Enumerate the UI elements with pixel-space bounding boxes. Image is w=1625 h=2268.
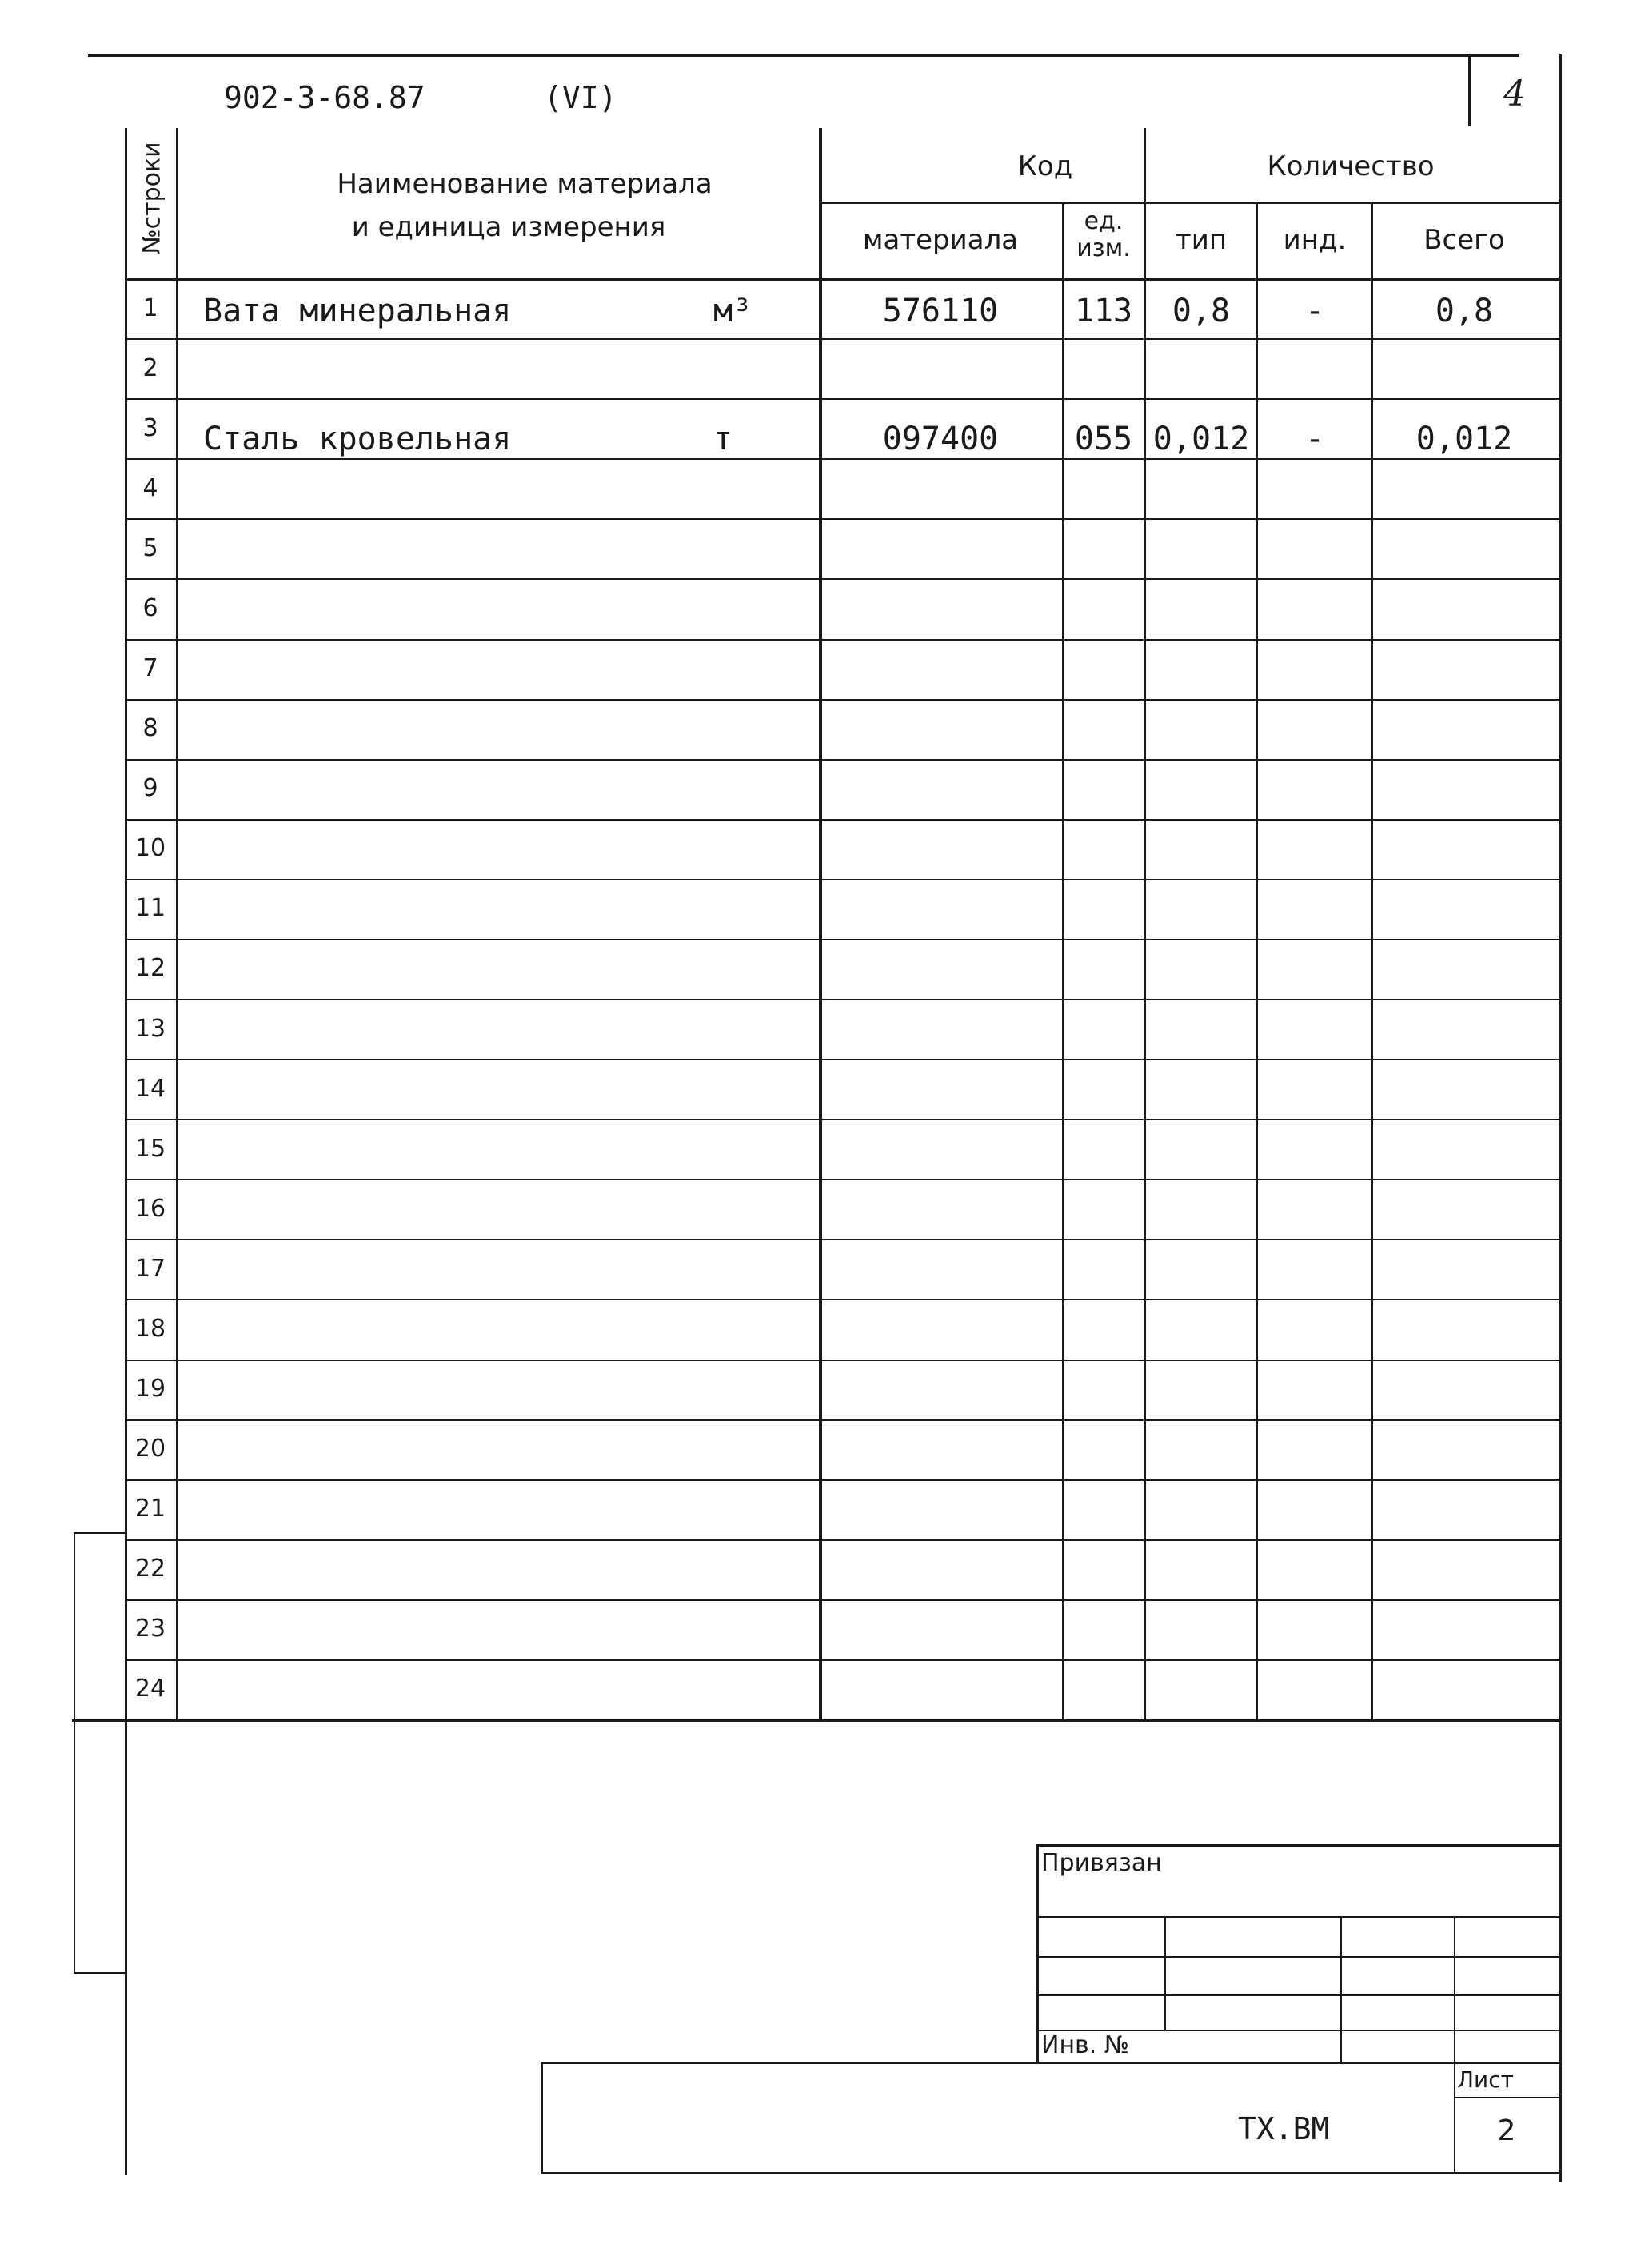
row-separator	[125, 458, 1559, 460]
row-3-unit-code: 055	[1074, 421, 1133, 457]
row-separator	[125, 1059, 1559, 1060]
row-separator	[125, 1119, 1559, 1120]
row-number: 13	[134, 1015, 166, 1043]
row-number: 6	[142, 594, 158, 622]
row-3-type: 0,012	[1152, 421, 1250, 457]
inventory-number-label: Инв. №	[1041, 2031, 1130, 2059]
row-number: 21	[134, 1495, 166, 1523]
row-number: 9	[142, 774, 158, 802]
document-code: 902-3-68.87	[224, 80, 425, 115]
binding-margin-line	[74, 1532, 75, 1972]
row-1-unit-code: 113	[1074, 293, 1133, 329]
row-number: 20	[134, 1435, 166, 1463]
row-separator	[125, 879, 1559, 880]
row-number: 3	[142, 414, 158, 442]
row-number: 23	[134, 1615, 166, 1643]
row-3-total: 0,012	[1415, 421, 1513, 457]
document-mark: ТХ.ВМ	[1238, 2111, 1330, 2146]
row-number: 8	[142, 714, 158, 742]
row-separator	[125, 639, 1559, 641]
code-unit-header: ед. изм.	[1076, 207, 1131, 262]
row-separator	[125, 398, 1559, 400]
quantity-total-header: Всего	[1423, 224, 1505, 256]
row-separator	[125, 1479, 1559, 1481]
row-separator	[125, 939, 1559, 940]
row-separator	[125, 578, 1559, 580]
row-number: 19	[134, 1375, 166, 1403]
sheet-label: Лист	[1457, 2066, 1514, 2093]
row-1-type: 0,8	[1172, 293, 1231, 329]
code-group-header: Код	[1017, 150, 1073, 182]
linked-label: Привязан	[1041, 1849, 1162, 1877]
row-separator	[125, 1419, 1559, 1421]
row-number: 22	[134, 1555, 166, 1583]
row-separator	[125, 1659, 1559, 1661]
quantity-ind-header: инд.	[1283, 224, 1347, 256]
row-number: 16	[134, 1195, 166, 1223]
row-3-name: Сталь кровельная	[203, 421, 512, 457]
row-3-ind: -	[1304, 421, 1325, 457]
row-number: 2	[142, 354, 158, 382]
row-number: 7	[142, 654, 158, 682]
quantity-group-header: Количество	[1267, 150, 1435, 182]
row-separator	[125, 819, 1559, 821]
header-bottom-line	[125, 278, 1559, 281]
row-1-total: 0,8	[1435, 293, 1494, 329]
row-number: 14	[134, 1075, 166, 1103]
row-separator	[125, 699, 1559, 701]
sheet-number: 2	[1497, 2114, 1516, 2147]
code-material-header: материала	[862, 224, 1019, 256]
row-number: 10	[134, 834, 166, 862]
row-1-unit: м³	[713, 293, 753, 329]
row-separator	[125, 518, 1559, 520]
row-number: 12	[134, 954, 166, 982]
row-1-name: Вата минеральная	[203, 293, 512, 329]
row-number: 18	[134, 1315, 166, 1343]
row-separator	[125, 1360, 1559, 1361]
document-part: (VI)	[544, 80, 617, 115]
quantity-type-header: тип	[1175, 224, 1228, 256]
page-number-box-line	[1468, 54, 1471, 126]
row-number: 17	[134, 1255, 166, 1283]
row-number: 4	[142, 474, 158, 502]
row-number: 24	[134, 1675, 166, 1703]
row-3-unit: т	[713, 421, 733, 457]
row-separator	[125, 1239, 1559, 1240]
row-number: 1	[142, 294, 158, 322]
top-frame-line	[88, 54, 1519, 57]
row-separator	[125, 759, 1559, 761]
row-number-header: №строки	[138, 142, 166, 254]
row-separator	[125, 1179, 1559, 1180]
row-number: 15	[134, 1135, 166, 1163]
row-separator	[125, 338, 1559, 340]
bottom-table-frame-line	[72, 1719, 1559, 1722]
name-header-line2: и единица измерения	[351, 211, 666, 243]
row-3-code: 097400	[882, 421, 999, 457]
name-header-line1: Наименование материала	[337, 168, 713, 200]
row-separator	[125, 1599, 1559, 1601]
right-frame-line	[1559, 54, 1562, 2182]
row-1-code: 576110	[882, 293, 999, 329]
row-number: 5	[142, 534, 158, 562]
row-number: 11	[134, 894, 166, 922]
row-1-ind: -	[1304, 293, 1325, 329]
page-number: 4	[1503, 74, 1526, 114]
row-separator	[125, 1539, 1559, 1541]
row-separator	[125, 1299, 1559, 1300]
row-separator	[125, 999, 1559, 1000]
materials-table	[125, 128, 1559, 1719]
